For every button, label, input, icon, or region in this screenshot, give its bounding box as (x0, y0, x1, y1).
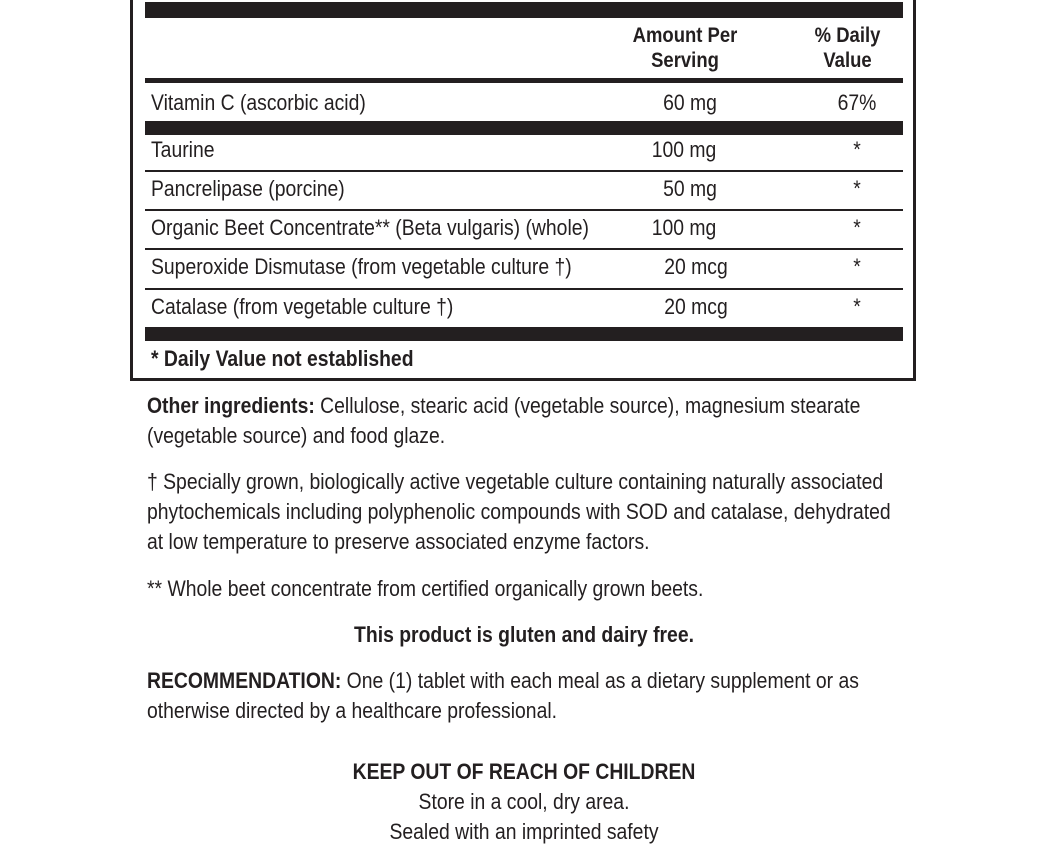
row-divider (145, 248, 903, 250)
ingredient-daily-value: * (853, 176, 861, 201)
bottom-bar (145, 327, 903, 341)
ingredient-name: Organic Beet Concentrate** (Beta vulgaris) (whole) (151, 215, 589, 240)
child-warning: KEEP OUT OF REACH OF CHILDREN (352, 759, 696, 784)
nutrient-daily-value: 67% (837, 90, 877, 115)
daily-value-header: % Daily Value (814, 24, 881, 72)
other-ingredients (147, 391, 904, 451)
dagger-footnote: † Specially grown, biologically active vegetable culture containing naturally associated phytochemicals including polyphenolic compounds with SOD and catalase, dehydrated at low temperature to preserve associated enzyme factors. (147, 469, 891, 554)
table-footnote: * Daily Value not established (151, 346, 414, 371)
other-ingredients-label: Other ingredients: (147, 393, 315, 418)
seal-statement: Sealed with an imprinted safety (389, 819, 659, 844)
gluten-free-statement: This product is gluten and dairy free. (354, 622, 694, 647)
beet-footnote: ** Whole beet concentrate from certified organically grown beets. (147, 576, 704, 601)
ingredient-name: Pancrelipase (porcine) (151, 176, 345, 201)
amount-per-serving-header: Amount Per Serving (632, 24, 738, 72)
recommendation (147, 666, 904, 726)
row-divider (145, 288, 903, 290)
ingredient-daily-value: * (853, 294, 861, 319)
ingredient-amount: 100 mg (651, 215, 717, 240)
ingredient-amount: 20 mcg (664, 254, 728, 279)
ingredient-daily-value: * (853, 254, 861, 279)
ingredient-name: Taurine (151, 137, 215, 162)
ingredient-name: Superoxide Dismutase (from vegetable culture †) (151, 254, 572, 279)
section-bar (145, 121, 903, 135)
row-divider (145, 170, 903, 172)
ingredient-daily-value: * (853, 215, 861, 240)
ingredient-amount: 20 mcg (664, 294, 728, 319)
ingredient-name: Catalase (from vegetable culture †) (151, 294, 454, 319)
top-bar (145, 2, 903, 18)
nutrient-name: Vitamin C (ascorbic acid) (151, 90, 366, 115)
row-divider (145, 209, 903, 211)
other-ingredients-text: Cellulose, stearic acid (vegetable source), magnesium stearate (vegetable source) and food glaze. (147, 393, 861, 448)
ingredient-amount: 50 mg (663, 176, 717, 201)
nutrient-amount: 60 mg (663, 90, 717, 115)
header-rule (145, 78, 903, 83)
ingredient-amount: 100 mg (651, 137, 717, 162)
recommendation-label: RECOMMENDATION: (147, 668, 342, 693)
recommendation-text: One (1) tablet with each meal as a dietary supplement or as otherwise directed by a healthcare professional. (147, 668, 859, 723)
storage-instructions: Store in a cool, dry area. (418, 789, 630, 814)
ingredient-daily-value: * (853, 137, 861, 162)
